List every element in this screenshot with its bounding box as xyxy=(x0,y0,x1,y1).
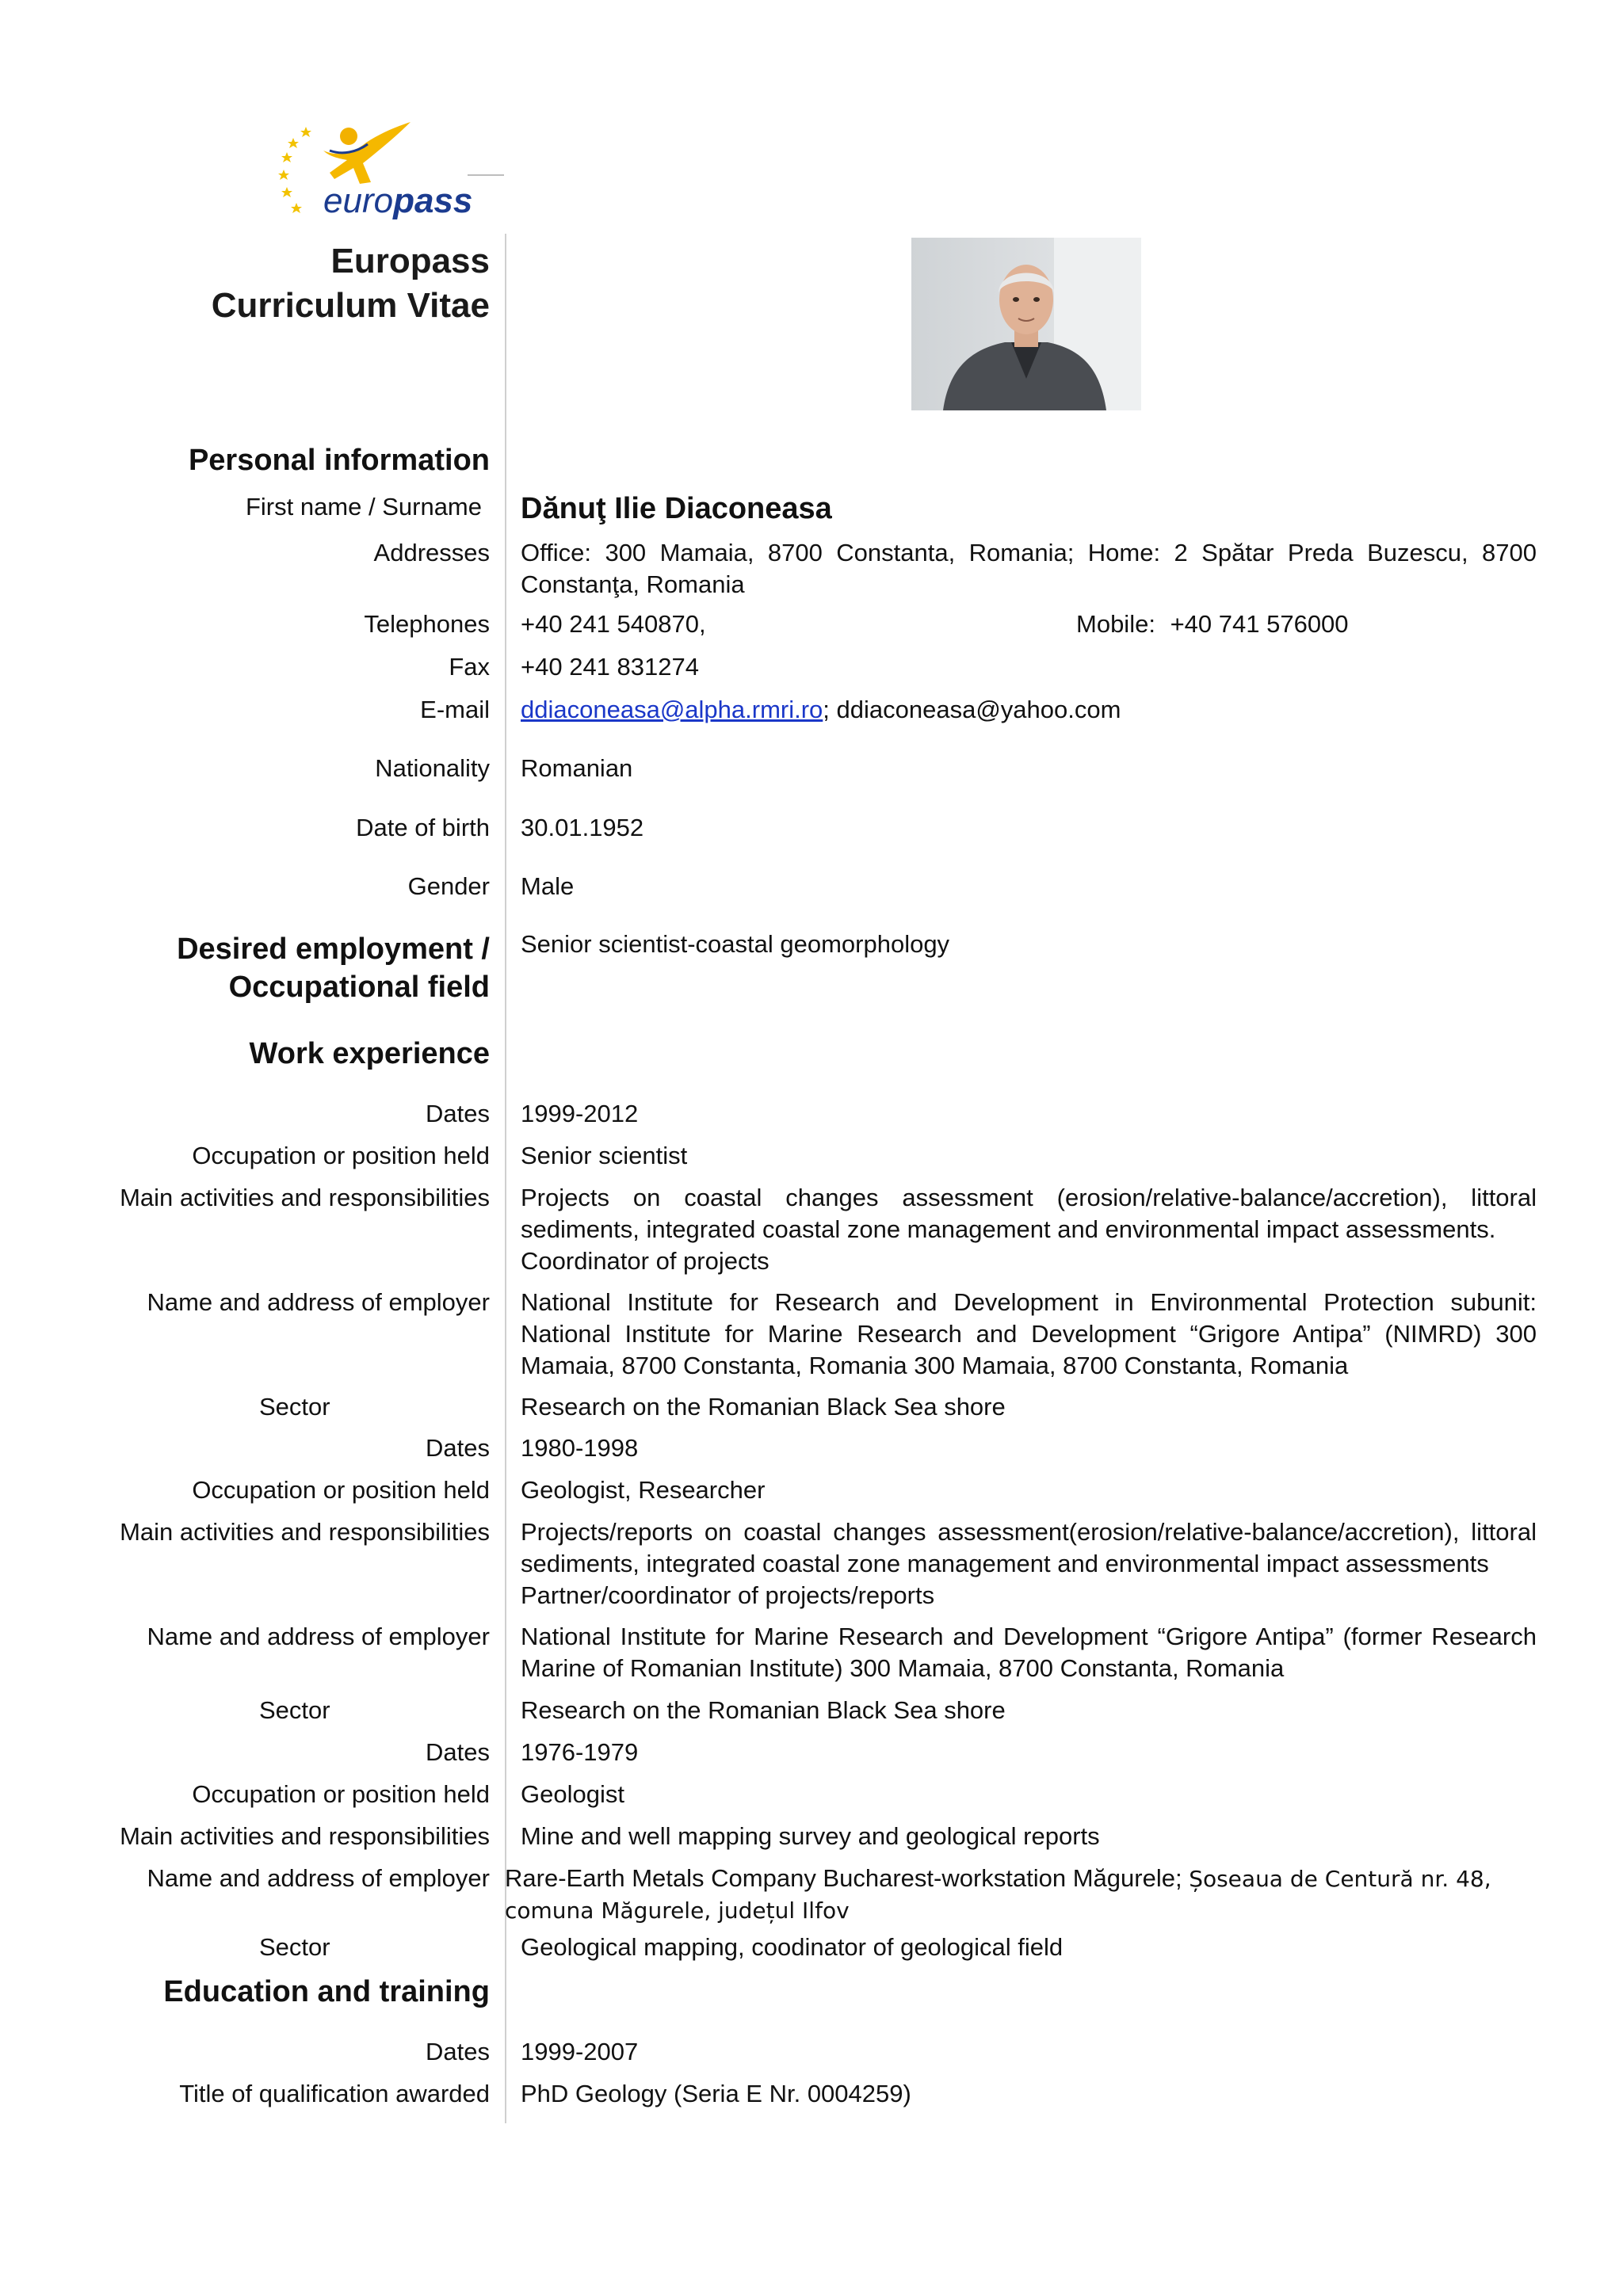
job2-activities-text: Projects/reports on coastal changes assessment(erosion/relative-balance/accretion), littoral sediments, integrated coastal zone management and environmental impact assessments xyxy=(521,1518,1537,1577)
europass-logo xyxy=(277,119,507,222)
column-divider xyxy=(505,234,506,2123)
profile-photo-graphic xyxy=(911,238,1141,410)
education-dates-label: Dates xyxy=(426,2038,490,2065)
telephone-value: +40 241 540870, xyxy=(521,610,706,638)
personal-info-heading: Personal information xyxy=(188,444,490,477)
job2-activities xyxy=(521,1516,1537,1611)
job1-activities-extra: Coordinator of projects xyxy=(521,1247,769,1275)
job3-sector-label: Sector xyxy=(259,1933,330,1961)
job1-occupation: Senior scientist xyxy=(521,1142,688,1169)
job3-employer xyxy=(505,1863,1539,1926)
job1-employer: National Institute for Research and Development in Environmental Protection subunit: National Institute for Marine Research and Development “Grigore Antipa” (NIMRD) 300 Mamaia, 8700 Constanta, Romania 300 Mamaia, 8700 Constanta, Romania xyxy=(521,1288,1537,1379)
job2-employer-label: Name and address of employer xyxy=(147,1623,490,1650)
job2-occupation-label: Occupation or position held xyxy=(192,1476,490,1504)
logo-suffix: pass xyxy=(393,181,473,220)
logo-prefix: euro xyxy=(323,181,394,220)
job3-employer-part2: Șoseaua de Centură nr. 48, comuna Măgurele, județul Ilfov xyxy=(505,1866,1491,1924)
gender-value: Male xyxy=(521,872,575,900)
fax-value: +40 241 831274 xyxy=(521,653,699,681)
nationality-value: Romanian xyxy=(521,754,633,782)
job3-dates: 1976-1979 xyxy=(521,1738,639,1766)
name-label: First name / Surname xyxy=(245,493,482,521)
education-heading: Education and training xyxy=(163,1975,490,2008)
email-label: E-mail xyxy=(420,696,490,723)
job1-occupation-label: Occupation or position held xyxy=(192,1142,490,1169)
mobile-row xyxy=(1076,608,1349,640)
job3-dates-label: Dates xyxy=(426,1738,490,1766)
cv-title xyxy=(212,239,490,328)
job3-employer-label: Name and address of employer xyxy=(147,1864,490,1892)
job1-activities-text: Projects on coastal changes assessment (erosion/relative-balance/accretion), littoral sediments, integrated coastal zone management and environmental impact assessments. xyxy=(521,1184,1537,1243)
job3-occupation-label: Occupation or position held xyxy=(192,1780,490,1808)
job3-employer-part1: Rare-Earth Metals Company Bucharest-workstation Măgurele; xyxy=(505,1864,1190,1892)
logo-rule xyxy=(468,174,504,176)
job2-sector: Research on the Romanian Black Sea shore xyxy=(521,1696,1006,1724)
gender-label: Gender xyxy=(407,872,490,900)
europass-logo-graphic xyxy=(277,119,507,222)
person-name: Dănuţ Ilie Diaconeasa xyxy=(521,492,832,525)
email-secondary: ; ddiaconeasa@yahoo.com xyxy=(823,696,1121,723)
address-value: Office: 300 Mamaia, 8700 Constanta, Romania; Home: 2 Spătar Preda Buzescu, 8700 Constanţa, Romania xyxy=(521,539,1537,598)
qualification-value: PhD Geology (Seria E Nr. 0004259) xyxy=(521,2080,911,2107)
dob-label: Date of birth xyxy=(356,814,490,841)
job3-sector: Geological mapping, coodinator of geological field xyxy=(521,1933,1064,1961)
cv-title-line1: Europass xyxy=(330,242,490,280)
desired-employment-heading xyxy=(177,930,490,1006)
qualification-label: Title of qualification awarded xyxy=(179,2080,490,2107)
mobile-value: +40 741 576000 xyxy=(1170,610,1349,638)
job2-occupation: Geologist, Researcher xyxy=(521,1476,766,1504)
job1-activities-label: Main activities and responsibilities xyxy=(120,1184,490,1211)
work-experience-heading: Work experience xyxy=(249,1037,490,1070)
job2-activities-extra: Partner/coordinator of projects/reports xyxy=(521,1581,935,1609)
dob-value: 30.01.1952 xyxy=(521,814,644,841)
nationality-label: Nationality xyxy=(375,754,490,782)
desired-heading-line2: Occupational field xyxy=(228,971,490,1004)
job1-employer-label: Name and address of employer xyxy=(147,1288,490,1316)
svg-text:europass xyxy=(323,181,472,220)
job2-sector-label: Sector xyxy=(259,1696,330,1724)
job1-sector-label: Sector xyxy=(259,1393,330,1421)
desired-heading-line1: Desired employment / xyxy=(177,933,490,966)
job1-sector: Research on the Romanian Black Sea shore xyxy=(521,1393,1006,1421)
job1-dates: 1999-2012 xyxy=(521,1100,639,1127)
job2-employer: National Institute for Marine Research and Development “Grigore Antipa” (former Research Marine of Romanian Institute) 300 Mamaia, 8700 Constanta, Romania xyxy=(521,1623,1537,1682)
job2-dates: 1980-1998 xyxy=(521,1434,639,1462)
job3-occupation: Geologist xyxy=(521,1780,624,1808)
job2-dates-label: Dates xyxy=(426,1434,490,1462)
profile-photo xyxy=(911,238,1141,410)
job1-activities xyxy=(521,1182,1537,1277)
education-dates: 1999-2007 xyxy=(521,2038,639,2065)
job1-dates-label: Dates xyxy=(426,1100,490,1127)
job3-activities: Mine and well mapping survey and geological reports xyxy=(521,1822,1100,1850)
desired-employment-value: Senior scientist-coastal geomorphology xyxy=(521,930,950,958)
job3-activities-label: Main activities and responsibilities xyxy=(120,1822,490,1850)
mobile-label: Mobile: xyxy=(1076,610,1155,638)
email-value xyxy=(521,694,1537,726)
address-label: Addresses xyxy=(373,539,490,566)
email-link[interactable]: ddiaconeasa@alpha.rmri.ro xyxy=(521,696,823,723)
fax-label: Fax xyxy=(449,653,490,681)
cv-title-line2: Curriculum Vitae xyxy=(211,286,490,325)
job2-activities-label: Main activities and responsibilities xyxy=(120,1518,490,1546)
telephone-label: Telephones xyxy=(364,610,490,638)
